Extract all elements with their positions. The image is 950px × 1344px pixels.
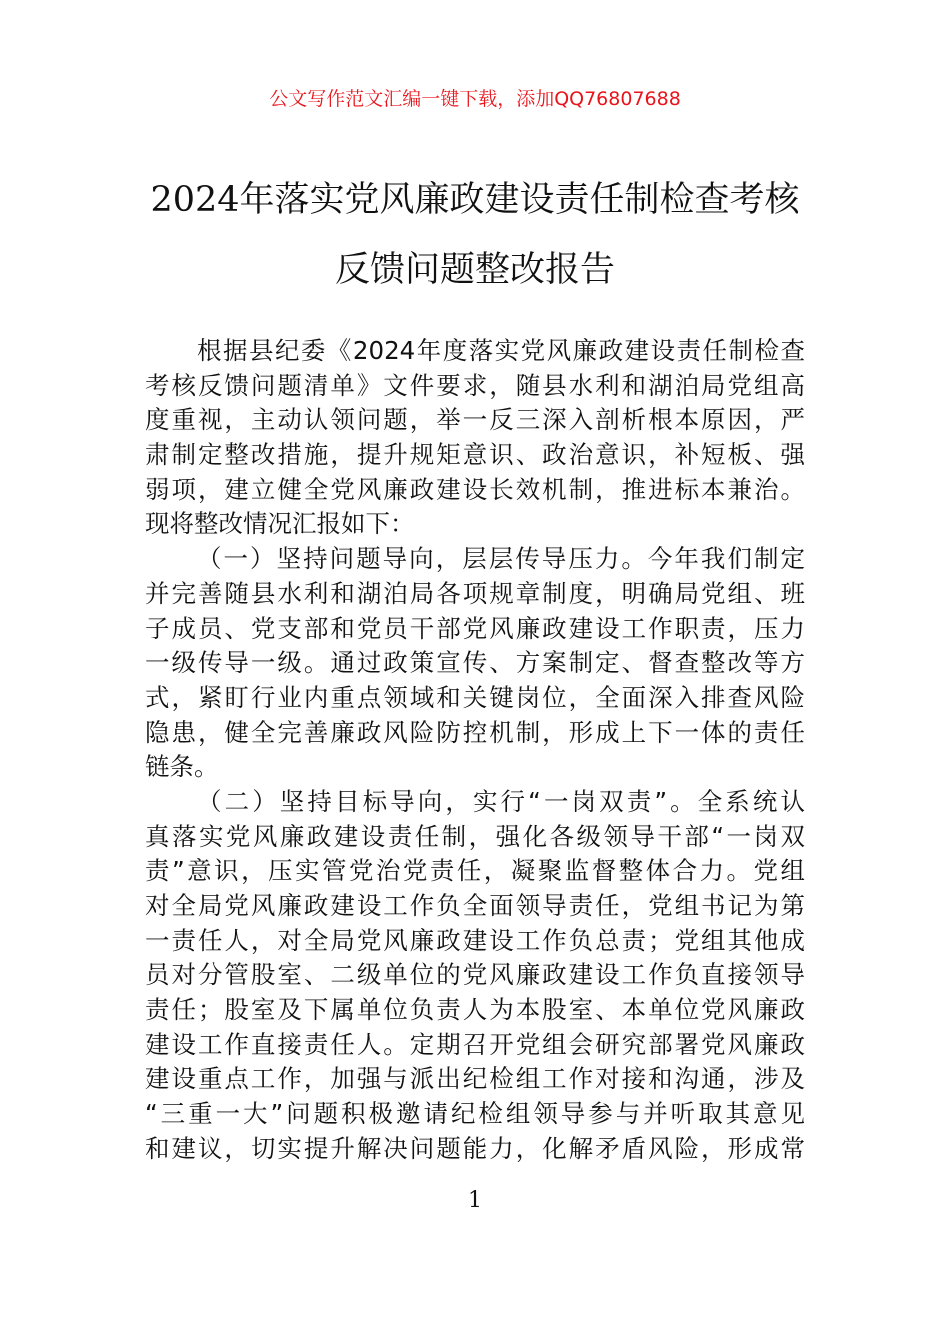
paragraph-line: 对全局党风廉政建设工作负全面领导责任，党组书记为第 [145,891,805,920]
paragraph-line: 和建议，切实提升解决问题能力，化解矛盾风险，形成常 [145,1133,805,1163]
paragraph-line: （二）坚持目标导向，实行“一岗双责”。全系统认 [197,786,805,816]
paragraph-line: 弱项，建立健全党风廉政建设长效机制，推进标本兼治。 [145,474,805,504]
document-body [145,334,805,1167]
page-number: 1 [468,1188,482,1213]
paragraph-line: 现将整改情况汇报如下： [145,509,415,539]
paragraph-line: 隐患，健全完善廉政风险防控机制，形成上下一体的责任 [145,717,805,747]
paragraph [145,334,805,542]
header-download-note: 公文写作范文汇编一键下载，添加QQ76807688 [269,88,681,110]
paragraph [145,785,805,1167]
paragraph-line: 建设工作直接责任人。定期召开党组会研究部署党风廉政 [145,1029,805,1059]
document-title-line-2: 反馈问题整改报告 [334,250,615,290]
paragraph-line: 责”意识，压实管党治党责任，凝聚监督整体合力。党组 [145,856,805,886]
paragraph-line: 一责任人，对全局党风廉政建设工作负总责；党组其他成 [145,925,805,955]
document-title-line-1: 2024年落实党风廉政建设责任制检查考核 [150,180,800,220]
paragraph-line: 考核反馈问题清单》文件要求，随县水利和湖泊局党组高 [145,370,805,400]
paragraph-line: 员对分管股室、二级单位的党风廉政建设工作负直接领导 [145,960,805,990]
paragraph [145,542,805,785]
paragraph-line: （一）坚持问题导向，层层传导压力。今年我们制定 [197,544,805,574]
paragraph-line: 式，紧盯行业内重点领域和关键岗位，全面深入排查风险 [145,682,805,712]
paragraph-line: 一级传导一级。通过政策宣传、方案制定、督查整改等方 [145,648,805,678]
paragraph-line: 责任；股室及下属单位负责人为本股室、本单位党风廉政 [145,995,805,1025]
paragraph-line: 根据县纪委《2024年度落实党风廉政建设责任制检查 [197,336,805,365]
paragraph-line: 子成员、党支部和党员干部党风廉政建设工作职责，压力 [145,613,805,643]
paragraph-line: “三重一大”问题积极邀请纪检组领导参与并听取其意见 [145,1099,805,1129]
paragraph-line: 肃制定整改措施，提升规矩意识、政治意识，补短板、强 [145,440,805,470]
paragraph-line: 并完善随县水利和湖泊局各项规章制度，明确局党组、班 [145,578,805,608]
paragraph-line: 度重视，主动认领问题，举一反三深入剖析根本原因，严 [145,405,805,435]
paragraph-line: 链条。 [145,752,219,782]
paragraph-line: 真落实党风廉政建设责任制，强化各级领导干部“一岗双 [145,821,805,851]
paragraph-line: 建设重点工作，加强与派出纪检组工作对接和沟通，涉及 [145,1064,805,1094]
